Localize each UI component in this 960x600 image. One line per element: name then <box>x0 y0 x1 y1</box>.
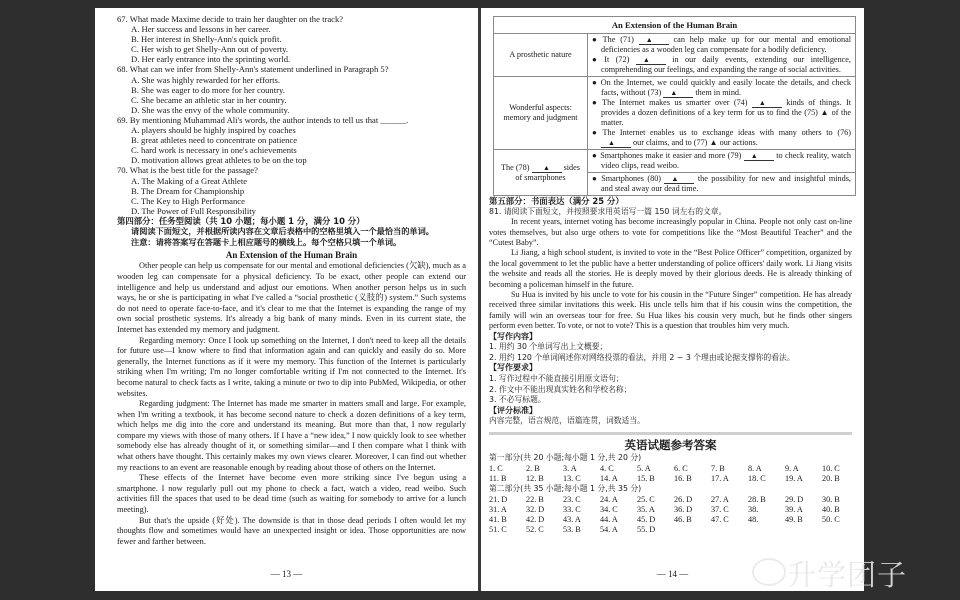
table-bullet: ● Smartphones make it easier and more (79) ▲ to check reality, watch video clips, read weibo. <box>592 151 851 171</box>
answer-item: 43. A <box>563 514 581 524</box>
scoring-heading: 【评分标准】 <box>489 405 537 415</box>
requirements-heading: 【写作要求】 <box>489 363 537 373</box>
question-option: C. The Key to High Performance <box>131 195 245 206</box>
requirement-item: 3. 不必写标题。 <box>489 395 546 405</box>
answer-part2-heading: 第二部分(共 35 小题;每小题 1 分,共 35 分) <box>489 483 642 493</box>
essay-paragraph: Li Jiang, a high school student, is invited to vote in the “Best Police Officer” competition, organized by the local government to let the public have a better understanding of police officers' daily work. Li Jiang visits the website and reads all the stories. He is deeply moved by their glorious deeds. He is already thinking of becoming a policeman himself in the future. <box>489 248 852 289</box>
blank-marker: ▲ <box>663 90 693 98</box>
answer-item: 34. C <box>600 504 618 514</box>
answer-part1-grid <box>489 464 852 484</box>
question-option: D. The Power of Full Responsibility <box>131 205 256 216</box>
answer-item: 38. <box>748 504 759 514</box>
answer-item: 11. B <box>489 473 507 483</box>
answer-item: 54. A <box>600 525 618 535</box>
article-paragraph: Regarding memory: Once I look up something on the Internet, I don't need to keep all the details for future use—I know where to find that information again and can quickly and easily do so. More generally, the Internet functions as if it were my memory. This function of the Internet is particularly striking when I'm writing; I'm no longer comfortable writing if I'm not connected to the Internet. It's become natural to check facts as I write, taking a minute or two to dip into PubMed, Wikipedia, or other websites. <box>117 335 466 398</box>
content-item: 1. 用约 30 个单词写出上文概要； <box>489 342 608 352</box>
answer-item: 30. B <box>822 494 840 504</box>
question-option: A. The Making of a Great Athlete <box>131 175 248 186</box>
answer-item: 28. B <box>748 494 766 504</box>
answer-item: 55. D <box>637 525 656 535</box>
answer-item: 37. C <box>711 504 729 514</box>
answer-item: 24. A <box>600 494 618 504</box>
answer-item: 12. B <box>526 473 544 483</box>
separator <box>489 432 852 435</box>
blank-marker: ▲ <box>744 153 774 161</box>
answer-item: 53. B <box>563 525 581 535</box>
watermark-label: 升学团子 <box>787 558 908 592</box>
requirement-item: 2. 作文中不能出现真实姓名和学校名称； <box>489 384 632 394</box>
question-stem: 68. What can we infer from Shelly-Ann's statement underlined in Paragraph 5? <box>117 64 389 75</box>
requirement-item: 1. 写作过程中不能直接引用原文语句； <box>489 373 624 383</box>
question-option: C. hard work is necessary in one's achievements <box>131 145 297 156</box>
answer-item: 46. B <box>674 514 692 524</box>
answer-item: 25. C <box>637 494 655 504</box>
content-items <box>489 342 852 363</box>
answer-item: 40. B <box>822 504 840 514</box>
answer-item: 45. D <box>637 514 656 524</box>
answer-item: 33. C <box>563 504 581 514</box>
answer-item: 17. A <box>711 473 729 483</box>
page-number: — 13 — <box>270 569 303 579</box>
table-row-content <box>588 34 856 77</box>
table-bullet: ● The Internet makes us smarter over (74) ▲ kinds of things. It provides a dozen definitions of a key term for us to find the (75) ▲ of the matter. <box>592 98 851 128</box>
answer-item: 16. B <box>674 473 692 483</box>
section4-instruction: 请阅读下面短文，并根据所读内容在文章后表格中的空格里填入一个最恰当的单词。 <box>131 226 434 237</box>
question-option: B. Her interest in Shelly-Ann's quick profit. <box>131 34 282 45</box>
answer-item: 5. A <box>637 463 651 473</box>
section5-prompt: 81. 请阅读下面短文，并按照要求用英语写一篇 150 词左右的文章。 <box>489 206 727 216</box>
question-stem: 67. What made Maxime decide to train her daughter on the track? <box>117 14 344 24</box>
question-option: D. Her early entrance into the sprinting world. <box>131 54 291 65</box>
table-title: An Extension of the Human Brain <box>494 17 856 34</box>
question-option: C. Her wish to get Shelly-Ann out of poverty. <box>131 44 288 55</box>
article-paragraph: Regarding judgment: The Internet has made me smarter in matters small and large. For example, when I'm writing a textbook, it has become second nature to check a dozen definitions of a key term, which helps me dig into the core and understand its meaning. But more than that, I now regularly compare my views with those of many others. If I have a “new idea,” I now quickly look to see whether somebody else has already thought of it, or something similar—and I then compare what I think with what others have thought. This certainly makes my own views clearer. Moreover, I can find out whether my reactions to an event are reasonable enough by reading about those of others on the Internet. <box>117 399 466 472</box>
task-table <box>493 16 856 196</box>
table-bullet: ● On the Internet, we could quickly and easily locate the details, and check facts, without (73) ▲ them in mind. <box>592 78 851 98</box>
blank-marker: ▲ <box>636 57 666 65</box>
answer-item: 18. C <box>748 473 766 483</box>
table-row-label: The (78) ▲ sides of smartphones <box>494 150 588 196</box>
answer-item: 35. A <box>637 504 655 514</box>
scoring-text: 内容完整，语言规范，语篇连贯，词数适当。 <box>489 416 645 426</box>
answer-item: 52. C <box>526 525 544 535</box>
essay-paragraph: In recent years, internet voting has become increasingly popular in China. People not only cast on-line votes themselves, but also urge others to vote for competitions like the “Most Beautiful Teacher” and the “Cutest Baby”. <box>489 217 852 247</box>
blank-marker: ▲ <box>532 165 562 173</box>
article-title: An Extension of the Human Brain <box>225 250 358 261</box>
answer-item: 13. C <box>563 473 581 483</box>
answer-item: 44. A <box>600 514 618 524</box>
answer-item: 1. C <box>489 463 503 473</box>
answer-item: 23. C <box>563 494 581 504</box>
article-paragraph: But that's the upside (好处). The downside is that in those dead periods I often would let my thoughts flow and sometimes would have an unexpected insight or idea. Those opportunities are now fewer and farther between. <box>117 515 466 546</box>
watermark-text <box>745 553 907 594</box>
answer-part2-grid <box>489 495 852 536</box>
answer-item: 2. B <box>526 463 540 473</box>
answer-item: 4. C <box>600 463 614 473</box>
answer-item: 31. A <box>489 504 507 514</box>
question-option: A. players should be highly inspired by coaches <box>131 125 296 136</box>
answer-item: 15. B <box>637 473 655 483</box>
table-row-content <box>588 150 856 173</box>
content-heading: 【写作内容】 <box>489 331 537 341</box>
question-option: A. Her success and lessons in her career. <box>131 24 271 35</box>
table-row-content <box>588 77 856 150</box>
question-option: D. She was the envy of the whole community. <box>131 104 290 115</box>
answer-item: 21. D <box>489 494 508 504</box>
answer-item: 9. A <box>785 463 799 473</box>
question-option: B. great athletes need to concentrate on patience <box>131 135 298 146</box>
table-row-content <box>588 173 856 196</box>
answer-item: 36. D <box>674 504 693 514</box>
answer-item: 14. A <box>600 473 618 483</box>
question-option: B. She was eager to do more for her country. <box>131 84 285 95</box>
blank-marker: ▲ <box>752 100 782 108</box>
answer-item: 6. C <box>674 463 688 473</box>
answer-item: 49. B <box>785 514 803 524</box>
table-row-label: Wonderful aspects: memory and judgment <box>494 77 588 150</box>
question-option: C. She became an athletic star in her country. <box>131 94 287 105</box>
question-stem: 70. What is the best title for the passage? <box>117 165 258 176</box>
answer-item: 32. D <box>526 504 545 514</box>
blank-marker: ▲ <box>639 37 669 45</box>
table-bullet: ● The Internet enables us to exchange ideas with many others to (76) ▲ our claims, and to (77) ▲ our actions. <box>592 128 851 148</box>
answer-item: 26. D <box>674 494 693 504</box>
answer-item: 39. A <box>785 504 803 514</box>
answer-item: 27. A <box>711 494 729 504</box>
table-bullet: ● Smartphones (80) ▲ the possibility for new and insightful minds, and steal away our dead time. <box>592 174 851 194</box>
blank-marker: ▲ <box>664 176 694 184</box>
requirement-items <box>489 374 852 406</box>
page-number: — 14 — <box>656 569 689 579</box>
question-option: B. The Dream for Championship <box>131 185 245 196</box>
blank-marker: ▲ <box>601 140 631 148</box>
content-item: 2. 用约 120 个单词阐述你对网络投票的看法，并用 2 ~ 3 个理由或论据支撑你的看法。 <box>489 352 795 362</box>
table-bullet: ● It (72) ▲ in our daily events, extending our intelligence, comprehending our feelings, and expanding the range of social activities. <box>592 55 851 75</box>
answer-item: 7. B <box>711 463 725 473</box>
answer-item: 22. B <box>526 494 544 504</box>
answer-item: 20. B <box>822 473 840 483</box>
article-body <box>117 261 466 547</box>
table-bullet: ● The (71) ▲ can help make up for our mental and emotional deficiencies as a wooden leg can compensate for a bodily deficiency. <box>592 35 851 55</box>
table-row-label: A prosthetic nature <box>494 34 588 77</box>
answer-item: 42. D <box>526 514 545 524</box>
answer-item: 50. C <box>822 514 840 524</box>
question-stem: 69. By mentioning Muhammad Ali's words, the author intends to tell us that ______. <box>117 114 409 125</box>
article-paragraph: These effects of the Internet have become even more striking since I've begun using a smartphone. I now regularly pull out my phone to check a fact, watch a video, read weibo. Such activities fill the spaces that used to be dead time (such as waiting for somebody to arrive for a lunch meeting). <box>117 473 466 515</box>
article-paragraph: Other people can help us compensate for our mental and emotional deficiencies (欠缺), much as a wooden leg can compensate for a physical deficiency. To be exact, other people can extend our intelligence and help us understand and adjust our emotions. When another person helps us in such ways, he or she is participating in what I've called a “social prosthetic (义肢的) system.” Such systems do not need to operate face-to-face, and it's clear to me that the Internet is expanding the range of my own social prosthetic systems. It's already a big bank of many minds. Even in its current state, the Internet has extended my memory and judgment. <box>117 261 466 334</box>
question-list <box>117 14 466 216</box>
answer-key-title: 英语试题参考答案 <box>624 437 717 452</box>
section4-heading: 第四部分：任务型阅读（共 10 小题；每小题 1 分，满分 10 分） <box>117 215 365 226</box>
question-option: D. motivation allows great athletes to be on the top <box>131 155 307 166</box>
answer-item: 8. A <box>748 463 762 473</box>
section5-heading: 第五部分：书面表达（满分 25 分） <box>489 196 624 206</box>
answer-part1-heading: 第一部分(共 20 小题;每小题 1 分,共 20 分) <box>489 452 642 462</box>
essay-prompt-body <box>489 217 852 331</box>
answer-item: 10. C <box>822 463 840 473</box>
answer-item: 29. D <box>785 494 804 504</box>
answer-item: 41. B <box>489 514 507 524</box>
answer-item: 47. C <box>711 514 729 524</box>
answer-item: 19. A <box>785 473 803 483</box>
left-page <box>95 8 478 591</box>
question-option: A. She was highly rewarded for her efforts. <box>131 74 280 85</box>
right-page <box>481 8 864 591</box>
section4-note: 注意：请将答案写在答题卡上相应题号的横线上。每个空格只填一个单词。 <box>131 236 402 247</box>
answer-item: 3. A <box>563 463 577 473</box>
essay-paragraph: Su Hua is invited by his uncle to vote for his cousin in the “Future Singer” competition. He has already received three similar invitations this week. His uncle tells him that if his cousin wins the competition, the family will win an overseas tour for free. Su Hua likes his cousin very much, but he finds other singers perform even better. To vote, or not to vote? This is a question that troubles him very much. <box>489 289 852 331</box>
answer-item: 48. <box>748 514 759 524</box>
answer-item: 51. C <box>489 525 507 535</box>
